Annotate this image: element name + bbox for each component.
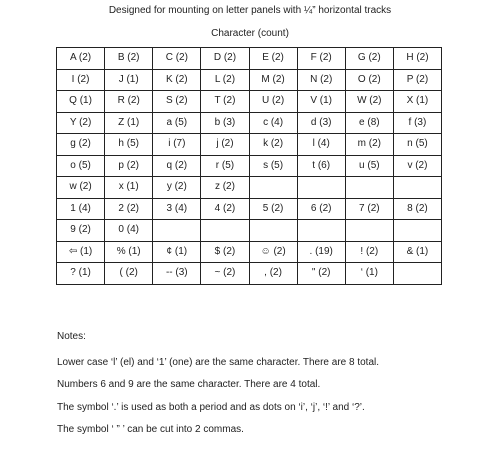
- table-cell: 5 (2): [249, 198, 297, 220]
- table-cell: & (1): [393, 241, 441, 263]
- table-row: [57, 241, 442, 263]
- table-cell: 3 (4): [153, 198, 201, 220]
- table-cell: i (7): [153, 134, 201, 156]
- table-row: [57, 134, 442, 156]
- table-cell: [249, 220, 297, 242]
- table-cell: B (2): [105, 48, 153, 70]
- table-cell: Z (1): [105, 112, 153, 134]
- table-cell: ( (2): [105, 263, 153, 285]
- note-six-and-nine: Numbers 6 and 9 are the same character. There are 4 total.: [57, 379, 321, 390]
- table-caption: Character (count): [211, 28, 289, 39]
- table-cell: -- (3): [153, 263, 201, 285]
- table-cell: A (2): [57, 48, 105, 70]
- table-cell: k (2): [249, 134, 297, 156]
- table-cell: . (19): [297, 241, 345, 263]
- table-cell: 6 (2): [297, 198, 345, 220]
- table-cell: [153, 220, 201, 242]
- table-row: [57, 220, 442, 242]
- page-title: Designed for mounting on letter panels with ¼” horizontal tracks: [108, 5, 392, 16]
- table-row: [57, 69, 442, 91]
- table-cell: % (1): [105, 241, 153, 263]
- table-cell: 1 (4): [57, 198, 105, 220]
- table-cell: H (2): [393, 48, 441, 70]
- table-cell: ? (1): [57, 263, 105, 285]
- table-cell: ☺ (2): [249, 241, 297, 263]
- table-cell: W (2): [345, 91, 393, 113]
- table-cell: J (1): [105, 69, 153, 91]
- notes-heading: Notes:: [57, 331, 86, 342]
- table-cell: s (5): [249, 155, 297, 177]
- table-cell: f (3): [393, 112, 441, 134]
- table-cell: h (5): [105, 134, 153, 156]
- table-cell: [201, 220, 249, 242]
- table-cell: G (2): [345, 48, 393, 70]
- table-cell: O (2): [345, 69, 393, 91]
- table-cell: e (8): [345, 112, 393, 134]
- table-cell: M (2): [249, 69, 297, 91]
- table-cell: c (4): [249, 112, 297, 134]
- table-cell: u (5): [345, 155, 393, 177]
- table-row: [57, 91, 442, 113]
- table-cell: g (2): [57, 134, 105, 156]
- table-cell: N (2): [297, 69, 345, 91]
- table-cell: K (2): [153, 69, 201, 91]
- note-lowercase-l-and-one: Lower case ‘l’ (el) and ‘1’ (one) are the same character. There are 8 total.: [57, 357, 380, 368]
- table-row: [57, 263, 442, 285]
- table-cell: S (2): [153, 91, 201, 113]
- table-cell: C (2): [153, 48, 201, 70]
- table-cell: x (1): [105, 177, 153, 199]
- table-cell: ¢ (1): [153, 241, 201, 263]
- table-cell: ‘ (1): [345, 263, 393, 285]
- table-cell: " (2): [297, 263, 345, 285]
- table-cell: w (2): [57, 177, 105, 199]
- table-cell: m (2): [345, 134, 393, 156]
- table-cell: n (5): [393, 134, 441, 156]
- table-cell: y (2): [153, 177, 201, 199]
- note-period-symbol: The symbol ‘.’ is used as both a period and as dots on ‘i’, ‘j’, ‘!’ and ‘?’.: [57, 402, 365, 413]
- table-cell: 4 (2): [201, 198, 249, 220]
- table-cell: P (2): [393, 69, 441, 91]
- table-cell: 2 (2): [105, 198, 153, 220]
- table-cell: [297, 177, 345, 199]
- table-cell: Y (2): [57, 112, 105, 134]
- table-cell: l (4): [297, 134, 345, 156]
- table-row: [57, 48, 442, 70]
- table-cell: T (2): [201, 91, 249, 113]
- table-cell: R (2): [105, 91, 153, 113]
- character-count-table: [56, 47, 442, 285]
- table-cell: p (2): [105, 155, 153, 177]
- table-cell: F (2): [297, 48, 345, 70]
- table-cell: Q (1): [57, 91, 105, 113]
- table-cell: 0 (4): [105, 220, 153, 242]
- table-cell: q (2): [153, 155, 201, 177]
- table-cell: 8 (2): [393, 198, 441, 220]
- table-cell: X (1): [393, 91, 441, 113]
- table-cell: r (5): [201, 155, 249, 177]
- table-cell: [393, 263, 441, 285]
- table-cell: $ (2): [201, 241, 249, 263]
- table-cell: ~ (2): [201, 263, 249, 285]
- note-quote-symbol: The symbol ‘ ” ’ can be cut into 2 commas.: [57, 424, 244, 435]
- table-cell: V (1): [297, 91, 345, 113]
- table-cell: L (2): [201, 69, 249, 91]
- table-cell: d (3): [297, 112, 345, 134]
- table-cell: ! (2): [345, 241, 393, 263]
- table-row: [57, 177, 442, 199]
- table-cell: E (2): [249, 48, 297, 70]
- table-cell: [297, 220, 345, 242]
- table-row: [57, 198, 442, 220]
- table-cell: [345, 220, 393, 242]
- table-row: [57, 155, 442, 177]
- table-cell: ⇦ (1): [57, 241, 105, 263]
- table-cell: b (3): [201, 112, 249, 134]
- table-cell: v (2): [393, 155, 441, 177]
- table-cell: [393, 177, 441, 199]
- table-cell: 9 (2): [57, 220, 105, 242]
- table-cell: 7 (2): [345, 198, 393, 220]
- table-cell: [345, 177, 393, 199]
- table-cell: [249, 177, 297, 199]
- table-cell: a (5): [153, 112, 201, 134]
- table-cell: I (2): [57, 69, 105, 91]
- table-cell: D (2): [201, 48, 249, 70]
- table-cell: t (6): [297, 155, 345, 177]
- table-row: [57, 112, 442, 134]
- table-cell: j (2): [201, 134, 249, 156]
- table-cell: o (5): [57, 155, 105, 177]
- table-cell: , (2): [249, 263, 297, 285]
- table-cell: U (2): [249, 91, 297, 113]
- table-cell: [393, 220, 441, 242]
- table-cell: z (2): [201, 177, 249, 199]
